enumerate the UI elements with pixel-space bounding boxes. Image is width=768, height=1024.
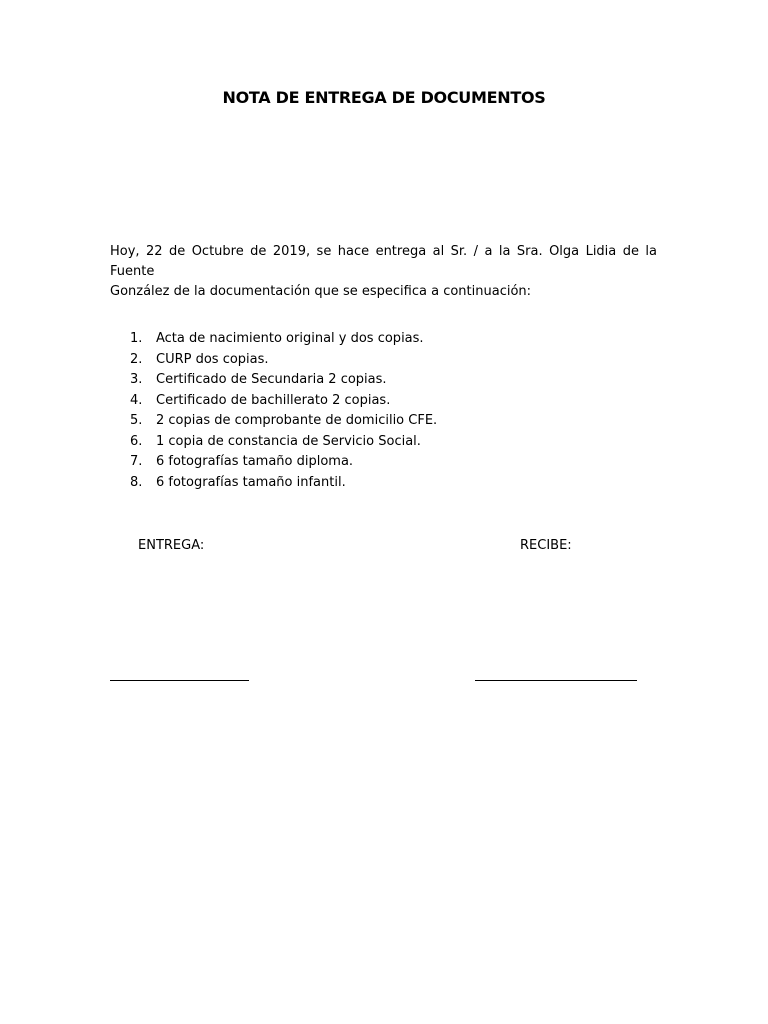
list-item-text: 1 copia de constancia de Servicio Social. bbox=[156, 433, 421, 449]
intro-paragraph bbox=[110, 242, 657, 302]
list-item-number: 3. bbox=[130, 372, 143, 387]
entrega-signature-line bbox=[110, 680, 249, 681]
list-item-text: 6 fotografías tamaño diploma. bbox=[156, 454, 354, 469]
recibe-label: RECIBE: bbox=[520, 538, 572, 553]
list-item-text: CURP dos copias. bbox=[156, 351, 269, 367]
list-item bbox=[130, 370, 437, 391]
list-item-number: 6. bbox=[130, 433, 143, 449]
list-item bbox=[130, 350, 437, 371]
list-item-number: 4. bbox=[130, 392, 143, 408]
list-item bbox=[130, 452, 437, 473]
entrega-label: ENTREGA: bbox=[138, 538, 205, 553]
intro-line-2: González de la documentación que se especifica a continuación: bbox=[110, 284, 532, 299]
recibe-signature-line bbox=[475, 680, 637, 681]
list-item bbox=[130, 411, 437, 432]
document-title: NOTA DE ENTREGA DE DOCUMENTOS bbox=[222, 88, 546, 107]
document-list bbox=[130, 329, 437, 493]
list-item-number: 2. bbox=[130, 351, 143, 367]
list-item bbox=[130, 432, 437, 453]
intro-line-1: Hoy, 22 de Octubre de 2019, se hace entrega al Sr. / a la Sra. Olga Lidia de la Fuente bbox=[110, 244, 657, 279]
list-item bbox=[130, 473, 437, 494]
list-item bbox=[130, 391, 437, 412]
list-item-text: Certificado de bachillerato 2 copias. bbox=[156, 392, 391, 408]
list-item-number: 8. bbox=[130, 474, 143, 490]
list-item-number: 7. bbox=[130, 454, 143, 469]
list-item bbox=[130, 329, 437, 350]
list-item-number: 1. bbox=[130, 331, 143, 346]
list-item-number: 5. bbox=[130, 413, 143, 428]
list-item-text: 2 copias de comprobante de domicilio CFE. bbox=[156, 413, 438, 428]
list-item-text: 6 fotografías tamaño infantil. bbox=[156, 474, 346, 490]
list-item-text: Acta de nacimiento original y dos copias. bbox=[156, 331, 424, 346]
list-item-text: Certificado de Secundaria 2 copias. bbox=[156, 372, 387, 387]
